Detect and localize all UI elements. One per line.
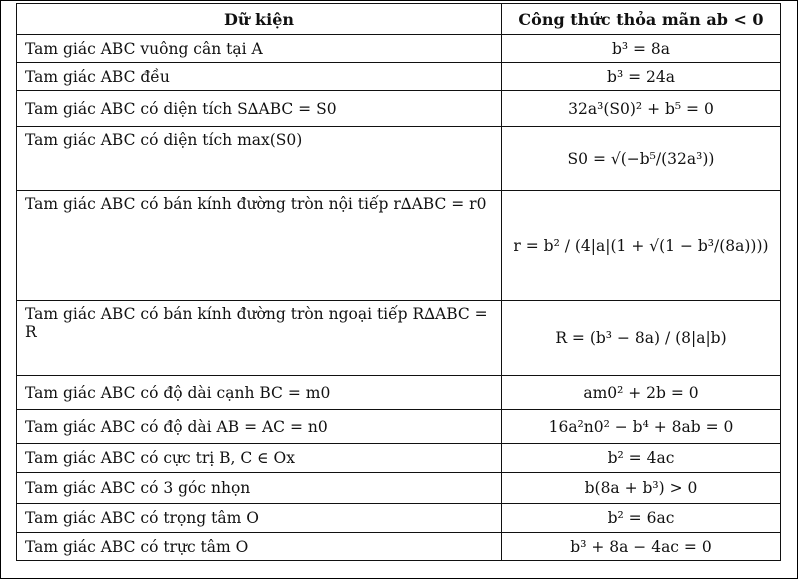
formula-cell: S0 = √(−b⁵/(32a³))	[502, 127, 781, 191]
condition-cell: Tam giác ABC có độ dài AB = AC = n0	[17, 410, 502, 444]
formula-cell: b² = 4ac	[502, 444, 781, 473]
condition-cell: Tam giác ABC đều	[17, 63, 502, 91]
condition-cell: Tam giác ABC có diện tích S∆ABC = S0	[17, 91, 502, 127]
table-row	[17, 63, 781, 91]
formula-cell: b³ + 8a − 4ac = 0	[502, 533, 781, 561]
table-row	[17, 301, 781, 376]
table-row	[17, 410, 781, 444]
table-row	[17, 473, 781, 504]
condition-cell: Tam giác ABC vuông cân tại A	[17, 35, 502, 63]
header-formula: Công thức thỏa mãn ab < 0	[502, 4, 781, 35]
formula-cell: am0² + 2b = 0	[502, 376, 781, 410]
formula-cell: b(8a + b³) > 0	[502, 473, 781, 504]
table-header-row	[17, 4, 781, 35]
formula-cell: R = (b³ − 8a) / (8|a|b)	[502, 301, 781, 376]
condition-cell: Tam giác ABC có 3 góc nhọn	[17, 473, 502, 504]
formula-cell: r = b² / (4|a|(1 + √(1 − b³/(8a))))	[502, 191, 781, 301]
table-row	[17, 376, 781, 410]
condition-cell: Tam giác ABC có trọng tâm O	[17, 504, 502, 533]
condition-cell: Tam giác ABC có bán kính đường tròn ngoại tiếp R∆ABC = R	[17, 301, 502, 376]
table-row	[17, 91, 781, 127]
condition-cell: Tam giác ABC có diện tích max(S0)	[17, 127, 502, 191]
condition-cell: Tam giác ABC có độ dài cạnh BC = m0	[17, 376, 502, 410]
formula-cell: b³ = 24a	[502, 63, 781, 91]
formula-table	[16, 3, 781, 561]
table-row	[17, 444, 781, 473]
table-row	[17, 35, 781, 63]
formula-cell: 16a²n0² − b⁴ + 8ab = 0	[502, 410, 781, 444]
condition-cell: Tam giác ABC có cực trị B, C ∈ Ox	[17, 444, 502, 473]
condition-cell: Tam giác ABC có trực tâm O	[17, 533, 502, 561]
header-condition: Dữ kiện	[17, 4, 502, 35]
formula-cell: b³ = 8a	[502, 35, 781, 63]
table-row	[17, 504, 781, 533]
formula-cell: 32a³(S0)² + b⁵ = 0	[502, 91, 781, 127]
condition-cell: Tam giác ABC có bán kính đường tròn nội tiếp r∆ABC = r0	[17, 191, 502, 301]
formula-cell: b² = 6ac	[502, 504, 781, 533]
table-row	[17, 127, 781, 191]
table-row	[17, 191, 781, 301]
table-row	[17, 533, 781, 561]
